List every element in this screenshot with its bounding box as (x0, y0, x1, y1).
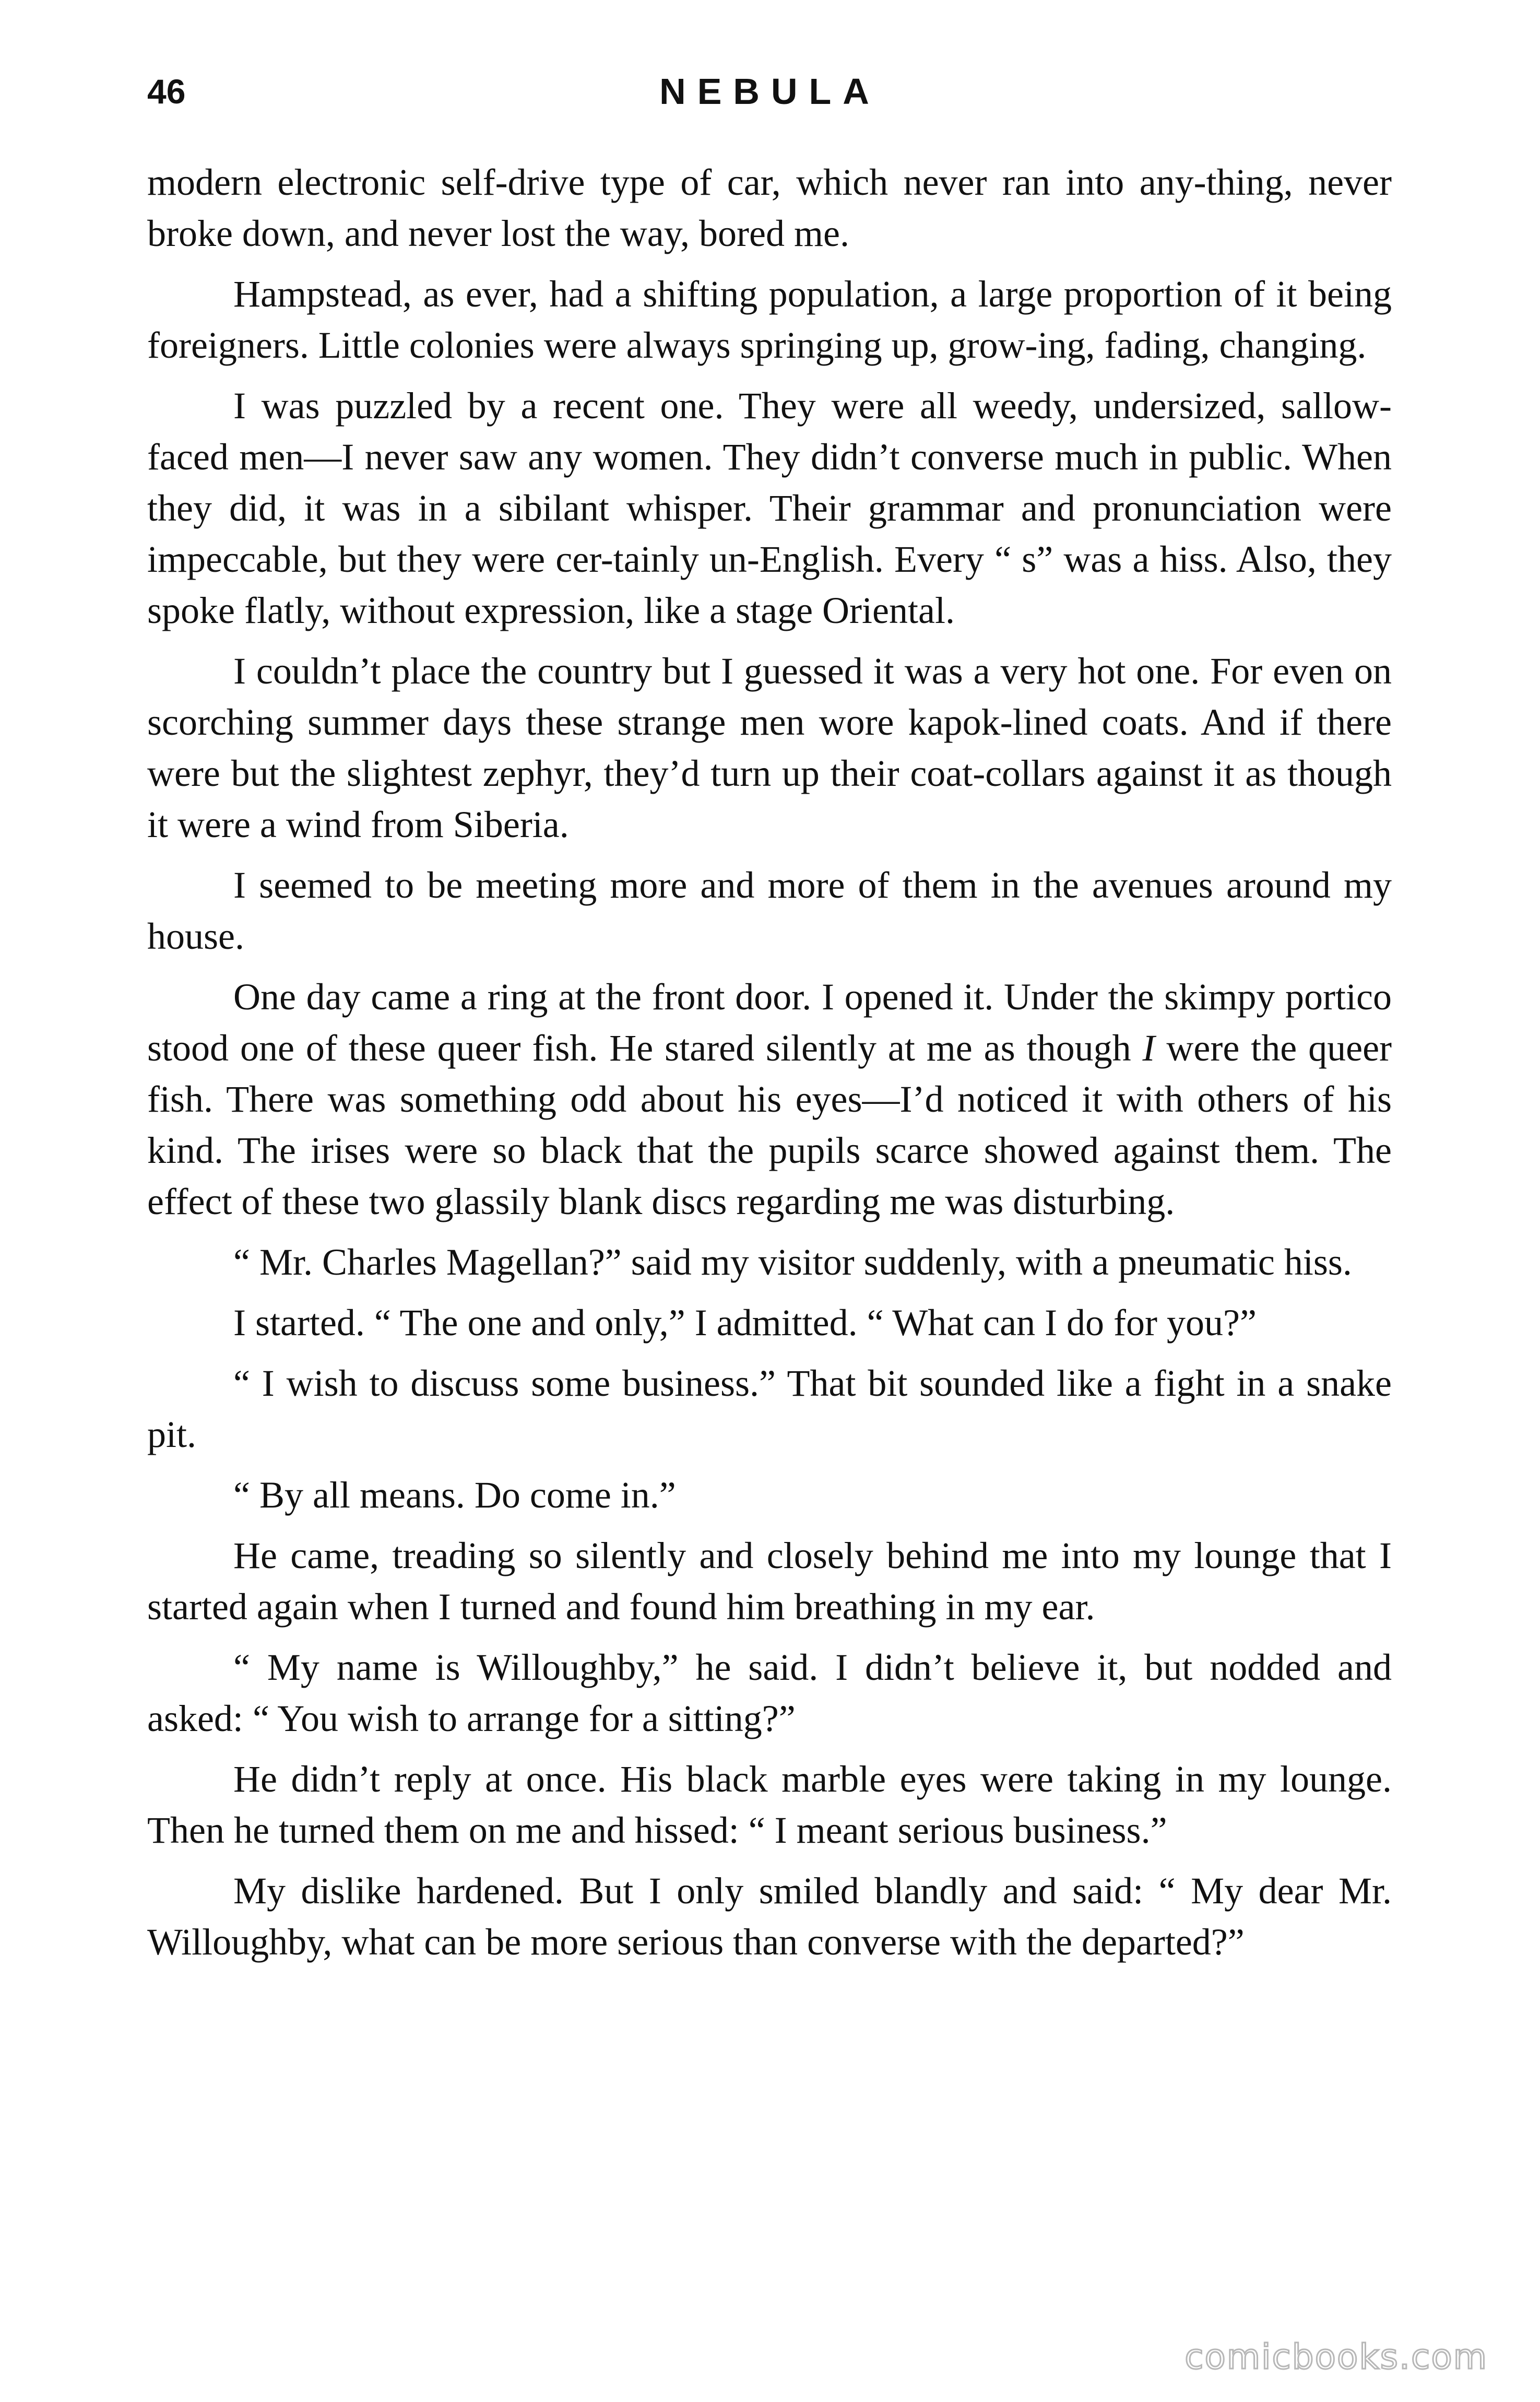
paragraph-text: One day came a ring at the front door. I opened it. Under the skimpy portico stood one of these queer fish. He stared silently at me as though (147, 976, 1392, 1069)
paragraph: Hampstead, as ever, had a shifting population, a large proportion of it being foreigners. Little colonies were always springing up, grow-ing, fading, changing. (147, 273, 1392, 366)
paragraph (147, 971, 1392, 1227)
page-header (147, 63, 1393, 120)
paragraph: “ My name is Willoughby,” he said. I didn’t believe it, but nodded and asked: “ You wish to arrange for a sitting?” (147, 1646, 1392, 1739)
emphasis: I (1142, 1027, 1155, 1069)
paragraph: “ Mr. Charles Magellan?” said my visitor suddenly, with a pneumatic hiss. (233, 1241, 1352, 1283)
paragraph: I seemed to be meeting more and more of them in the avenues around my house. (147, 864, 1392, 957)
paragraph: My dislike hardened. But I only smiled blandly and said: “ My dear Mr. Willoughby, what can be more serious than converse with the departed?” (147, 1870, 1392, 1963)
page-number: 46 (147, 72, 186, 111)
paragraph: “ By all means. Do come in.” (233, 1474, 676, 1516)
paragraph: modern electronic self-drive type of car, which never ran into any-thing, never broke down, and never lost the way, bored me. (147, 161, 1392, 254)
paragraph: I was puzzled by a recent one. They were all weedy, undersized, sallow-faced men—I never saw any women. They didn’t converse much in public. When they did, it was in a sibilant whisper. Their grammar and pronunciation were impeccable, but they were cer-tainly un-English. Every “ s” was a hiss. Also, they spoke flatly, without expression, like a stage Oriental. (147, 385, 1392, 631)
running-head: NEBULA (659, 71, 881, 112)
paragraph-text: were the queer fish. There was something odd about his eyes—I’d noticed it with others of his kind. The irises were so black that the pupils scarce showed against them. The effect of these two glassily blank discs regarding me was disturbing. (147, 1027, 1392, 1222)
paragraph: He came, treading so silently and closely behind me into my lounge that I started again when I turned and found him breathing in my ear. (147, 1535, 1392, 1628)
paragraph: I couldn’t place the country but I guessed it was a very hot one. For even on scorching summer days these strange men wore kapok-lined coats. And if there were but the slightest zephyr, they’d turn up their coat-collars against it as though it were a wind from Siberia. (147, 650, 1392, 845)
body-text (147, 157, 1392, 1968)
watermark: comicbooks.com (1184, 2337, 1488, 2377)
paragraph: “ I wish to discuss some business.” That bit sounded like a fight in a snake pit. (147, 1362, 1392, 1455)
paragraph: I started. “ The one and only,” I admitted. “ What can I do for you?” (233, 1302, 1257, 1344)
paragraph: He didn’t reply at once. His black marble eyes were taking in my lounge. Then he turned them on me and hissed: “ I meant serious business.” (147, 1758, 1392, 1851)
